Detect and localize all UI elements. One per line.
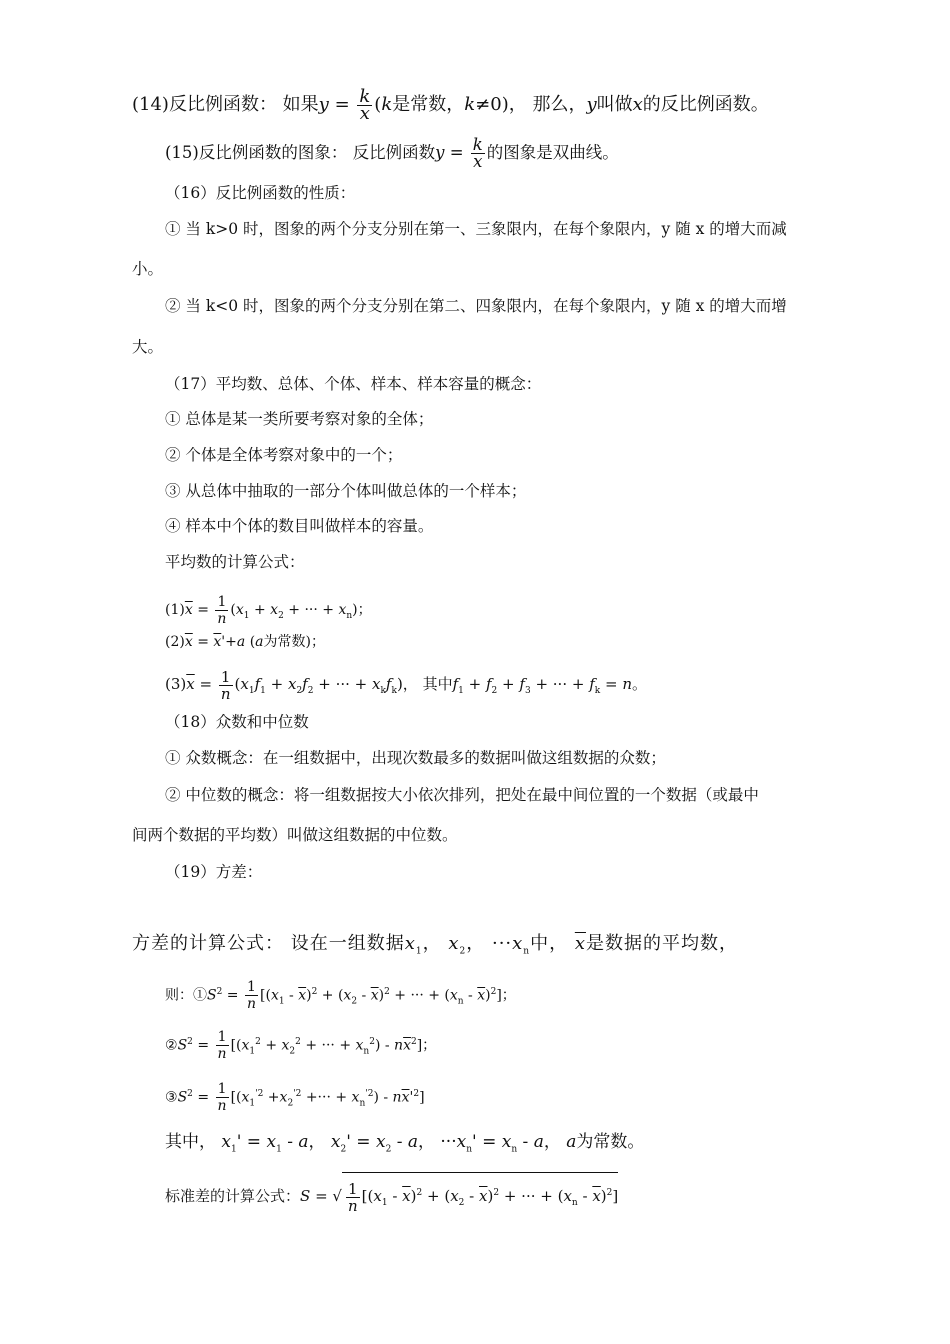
item-18-point-a: ① 众数概念：在一组数据中，出现次数最多的数据叫做这组数据的众数； [165, 749, 666, 767]
mean-formula-2: $(2)\overline{x} = \overline{x}'+a$ (a为常数)； [165, 634, 325, 650]
variance-formula-2: $②S^2$ = $\frac{1}{n}$ [($x_1^2 + x_2^2$ + ··· + $x_n^2) - n\overline{x}^2$]； [165, 1029, 437, 1063]
item-16-point-2-line-2: 大。 [132, 338, 164, 356]
mean-formula-3: $(3)\overline{x}$ = $\frac{1}{n}$ ($x_1f_1 + x_2f_2$ + ··· + $x_kf_k$)， 其中$f_1 + f_2 + f_3$ + ··· + $f_k = n$。 [165, 667, 648, 703]
item-17-point-b: ② 个体是全体考察对象中的一个； [165, 446, 403, 464]
variance-formula-1: 则：$①S^2$ = $\frac{1}{n}$ [$(x_1 - \overline{x})^2 + (x_2 - \overline{x})^2$ + ··· + $(x_n - \overline{x})^2$]； [165, 979, 516, 1013]
item-17-heading: （17）平均数、总体、个体、样本、样本容量的概念： [165, 375, 542, 393]
item-15-definition: (15)反比例函数的图象： 反比例函数y = $\frac{k}{x}$ 的图象是双曲线。 [165, 135, 619, 171]
item-16-point-1-line-1: ① 当 k>0 时，图象的两个分支分别在第一、三象限内，在每个象限内，y 随 x 的增大而减 [165, 220, 787, 238]
variance-formula-3: $③S^2$ = $\frac{1}{n}$ [($x_1^{'2} +x_2^{'2}$ +··· + $x_n^{'2}) - n\overline{x}'^2$] [165, 1081, 425, 1115]
item-16-point-1-line-2: 小。 [132, 260, 164, 278]
variance-intro: 方差的计算公式： 设在一组数据$x_1$， $x_2$， $\cdot\cdot\cdot x_n$中， $\overline{x}$是数据的平均数， [132, 933, 738, 957]
variance-note: 其中， $x_1' = x_1 - a$， $x_2' = x_2 - a$， $\cdot\cdot\cdot x_n' = x_n - a$， a为常数。 [165, 1132, 645, 1155]
item-16-point-2-line-1: ② 当 k<0 时，图象的两个分支分别在第二、四象限内，在每个象限内，y 随 x 的增大而增 [165, 297, 787, 315]
item-14-definition: (14)反比例函数： 如果y = $\frac{k}{x}$ (k是常数，k≠0)， 那么，y叫做x的反比例函数。 [132, 85, 769, 124]
item-17-point-a: ① 总体是某一类所要考察对象的全体； [165, 410, 434, 428]
std-formula: 标准差的计算公式：S = √ $\frac{1}{n}$ [$(x_1 - \overline{x})^2 + (x_2 - \overline{x})^2$ + ··· + $(x_n - \overline{x})^2$] [165, 1172, 618, 1223]
item-16-heading: （16）反比例函数的性质： [165, 184, 356, 202]
mean-formula-heading: 平均数的计算公式： [165, 553, 305, 571]
item-18-heading: （18）众数和中位数 [165, 713, 309, 731]
item-17-point-d: ④ 样本中个体的数目叫做样本的容量。 [165, 517, 434, 535]
item-18-point-b-line-2: 间两个数据的平均数）叫做这组数据的中位数。 [132, 826, 458, 844]
mean-formula-1: $(1)\overline{x}$ = $\frac{1}{n}$ ($x_1 + x_2$ + ··· + $x_n$)； [165, 593, 372, 627]
item-17-point-c: ③ 从总体中抽取的一部分个体叫做总体的一个样本； [165, 482, 527, 500]
item-18-point-b-line-1: ② 中位数的概念：将一组数据按大小依次排列，把处在最中间位置的一个数据（或最中 [165, 786, 759, 804]
item-19-heading: （19）方差： [165, 863, 263, 881]
